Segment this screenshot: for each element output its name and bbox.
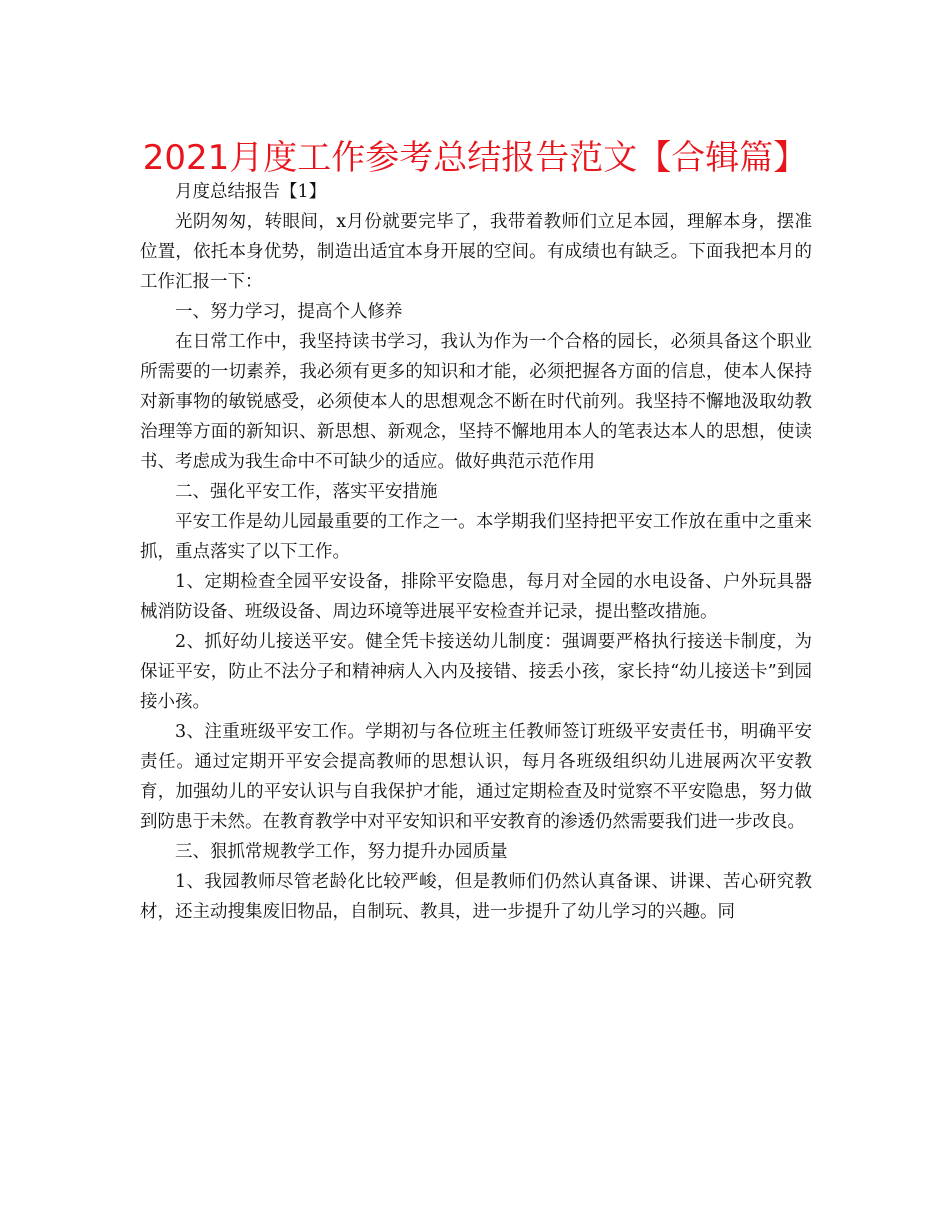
section-heading: 月度总结报告【1】 (175, 182, 327, 202)
section-heading: 一、努力学习，提高个人修养 (175, 302, 403, 322)
paragraph-safety-1: 1、定期检查全园平安设备，排除平安隐患，每月对全园的水电设备、户外玩具器械消防设备、班级设备、周边环境等进展平安检查并记录，提出整改措施。 (140, 572, 812, 622)
paragraph-safety-3: 3、注重班级平安工作。学期初与各位班主任教师签订班级平安责任书，明确平安责任。通过定期开平安会提高教师的思想认识，每月各班级组织幼儿进展两次平安教育，加强幼儿的平安认识与自我保护才能，通过定期检查及时觉察不平安隐患，努力做到防患于未然。在教育教学中对平安知识和平安教育的渗透仍然需要我们进一步改良。 (140, 722, 812, 832)
paragraph-teaching-1: 1、我园教师尽管老龄化比较严峻，但是教师们仍然认真备课、讲课、苦心研究教材，还主动搜集废旧物品，自制玩、教具，进一步提升了幼儿学习的兴趣。同 (140, 872, 812, 922)
paragraph-study: 在日常工作中，我坚持读书学习，我认为作为一个合格的园长，必须具备这个职业所需要的一切素养，我必须有更多的知识和才能，必须把握各方面的信息，使本人保持对新事物的敏锐感受，必须使本人的思想观念不断在时代前列。我坚持不懈地汲取幼教治理等方面的新知识、新思想、新观念，坚持不懈地用本人的笔表达本人的思想，使读书、考虑成为我生命中不可缺少的适应。做好典范示范作用 (140, 332, 812, 472)
document-title: 2021月度工作参考总结报告范文【合辑篇】 (142, 138, 808, 178)
paragraph-safety-2: 2、抓好幼儿接送平安。健全凭卡接送幼儿制度：强调要严格执行接送卡制度，为保证平安，防止不法分子和精神病人入内及接错、接丢小孩，家长持“幼儿接送卡”到园接小孩。 (140, 632, 812, 712)
paragraph-intro: 光阴匆匆，转眼间，x月份就要完毕了，我带着教师们立足本园，理解本身，摆准位置，依托本身优势，制造出适宜本身开展的空间。有成绩也有缺乏。下面我把本月的工作汇报一下： (140, 212, 812, 292)
section-heading: 二、强化平安工作，落实平安措施 (175, 482, 438, 502)
section-heading: 三、狠抓常规教学工作，努力提升办园质量 (175, 842, 508, 862)
paragraph-safety-intro: 平安工作是幼儿园最重要的工作之一。本学期我们坚持把平安工作放在重中之重来抓，重点落实了以下工作。 (140, 512, 812, 562)
document-body (140, 177, 812, 927)
